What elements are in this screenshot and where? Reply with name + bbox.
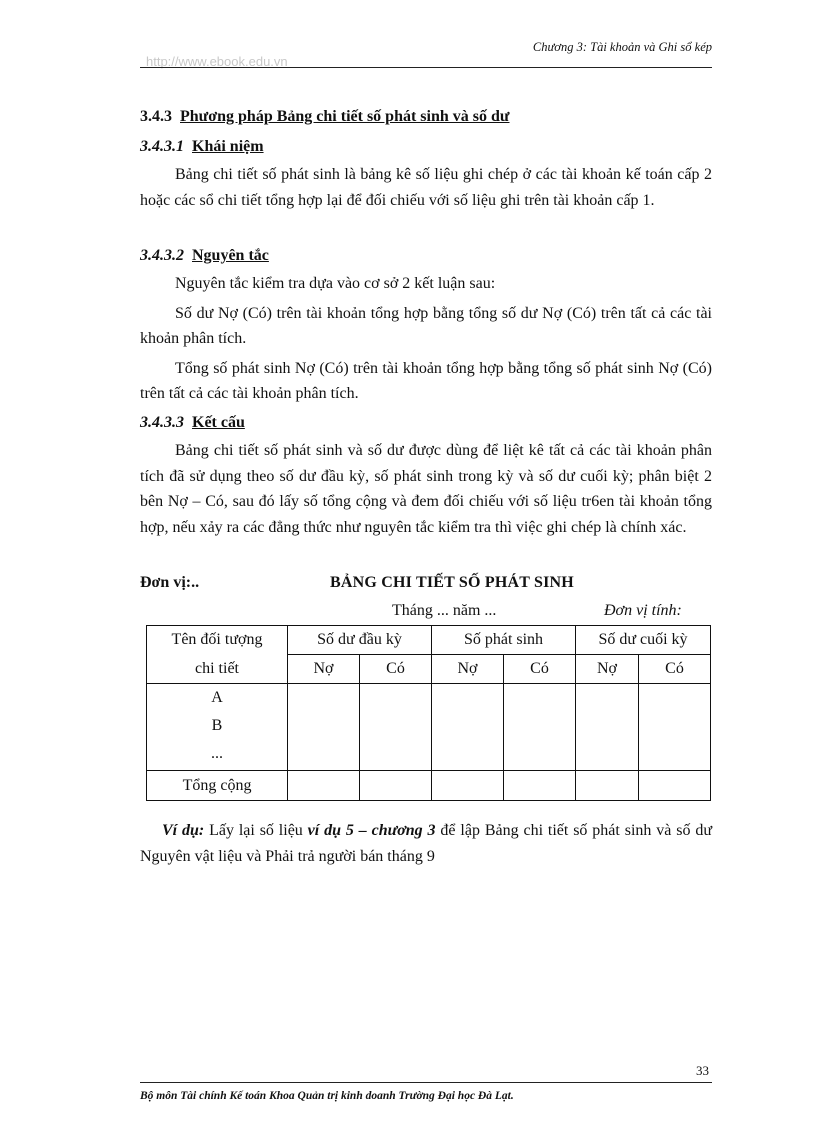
section-title: Phương pháp Bảng chi tiết số phát sinh và số dư xyxy=(180,108,510,125)
group-header-arising: Số phát sinh xyxy=(432,626,576,655)
table-cell xyxy=(504,771,576,801)
chapter-header: Chương 3: Tài khoản và Ghi sổ kép xyxy=(532,40,712,54)
principle-text xyxy=(140,271,712,407)
paragraph: Tổng số phát sinh Nợ (Có) trên tài khoản tổng hợp bằng tổng số phát sinh Nợ (Có) trên tất cả các tài khoản phân tích. xyxy=(140,359,712,402)
page-number: 33 xyxy=(696,1063,709,1078)
table-cell xyxy=(504,684,576,771)
subsection-title: Khái niệm xyxy=(192,138,264,155)
item-list xyxy=(147,684,288,771)
name-header: Tên đối tượng xyxy=(147,626,288,655)
table-cell xyxy=(639,684,711,771)
paragraph: Nguyên tắc kiểm tra dựa vào cơ sở 2 kết luận sau: xyxy=(175,275,496,292)
table-row-total xyxy=(147,771,711,801)
subsection-title: Kết cấu xyxy=(192,414,245,431)
example-reference: ví dụ 5 – chương 3 xyxy=(307,822,436,839)
watermark-url: http://www.ebook.edu.vn xyxy=(146,54,288,69)
table-cell xyxy=(432,684,504,771)
paragraph: Bảng chi tiết số phát sinh là bảng kê số liệu ghi chép ở các tài khoản kế toán cấp 2 hoặc các sổ chi tiết tổng hợp lại để đối chiếu với số liệu ghi trên tài khoản cấp 1. xyxy=(140,166,712,209)
table-cell xyxy=(288,684,360,771)
table-period: Tháng ... năm ... xyxy=(392,602,497,619)
example-text xyxy=(140,818,712,869)
unit-label: Đơn vị:.. xyxy=(140,574,200,591)
sub-header-credit: Có xyxy=(639,655,711,684)
subsection-heading-3 xyxy=(140,414,245,432)
subsection-heading-2 xyxy=(140,247,269,265)
sub-header-credit: Có xyxy=(360,655,432,684)
example-label: Ví dụ: xyxy=(162,822,205,839)
concept-text xyxy=(140,162,712,213)
table-cell xyxy=(288,771,360,801)
footer-text: Bộ môn Tài chính Kế toán Khoa Quản trị kinh doanh Trường Đại học Đà Lạt. xyxy=(140,1090,514,1102)
header-rule xyxy=(140,67,712,68)
footer-rule xyxy=(140,1082,712,1083)
table-row xyxy=(147,684,711,771)
list-item: B xyxy=(211,717,223,734)
section-number: 3.4.3 xyxy=(140,108,172,125)
table-cell xyxy=(360,771,432,801)
total-label: Tổng cộng xyxy=(147,771,288,801)
example-text-2: để lập Bảng chi tiết số phát sinh và số dư Nguyên vật liệu và Phải trả người bán tháng 9 xyxy=(140,822,713,865)
section-heading xyxy=(140,108,510,126)
group-header-closing: Số dư cuối kỳ xyxy=(576,626,711,655)
sub-header-credit: Có xyxy=(504,655,576,684)
name-header-sub: chi tiết xyxy=(147,655,288,684)
table-cell xyxy=(576,684,639,771)
subsection-number: 3.4.3.3 xyxy=(140,414,184,431)
group-header-opening: Số dư đầu kỳ xyxy=(288,626,432,655)
structure-text xyxy=(140,438,712,540)
example-text-1: Lấy lại số liệu xyxy=(204,822,308,839)
detail-table xyxy=(146,625,711,801)
unit-of-measure: Đơn vị tính: xyxy=(604,602,682,619)
table-cell xyxy=(576,771,639,801)
sub-header-debit: Nợ xyxy=(576,655,639,684)
subsection-number: 3.4.3.1 xyxy=(140,138,184,155)
table-title: BẢNG CHI TIẾT SỐ PHÁT SINH xyxy=(330,574,574,591)
sub-header-debit: Nợ xyxy=(432,655,504,684)
list-item: ... xyxy=(211,745,223,762)
list-item: A xyxy=(211,689,223,706)
subsection-title: Nguyên tắc xyxy=(192,247,269,264)
table-cell xyxy=(432,771,504,801)
table-cell xyxy=(360,684,432,771)
paragraph: Bảng chi tiết số phát sinh và số dư được dùng để liệt kê tất cả các tài khoản phân tích đã sử dụng theo số dư đầu kỳ, số phát sinh trong kỳ và số dư cuối kỳ; phân biệt 2 bên Nợ – Có, sau đó lấy số tổng cộng và đem đối chiếu với số liệu tr6en tài khoản tổng hợp, nếu xảy ra các đẳng thức như nguyên tắc kiểm tra thì việc ghi chép là chính xác. xyxy=(140,442,712,536)
subsection-heading-1 xyxy=(140,138,264,156)
table-cell xyxy=(639,771,711,801)
subsection-number: 3.4.3.2 xyxy=(140,247,184,264)
sub-header-debit: Nợ xyxy=(288,655,360,684)
paragraph: Số dư Nợ (Có) trên tài khoản tổng hợp bằng tổng số dư Nợ (Có) trên tất cả các tài khoản phân tích. xyxy=(140,304,712,347)
